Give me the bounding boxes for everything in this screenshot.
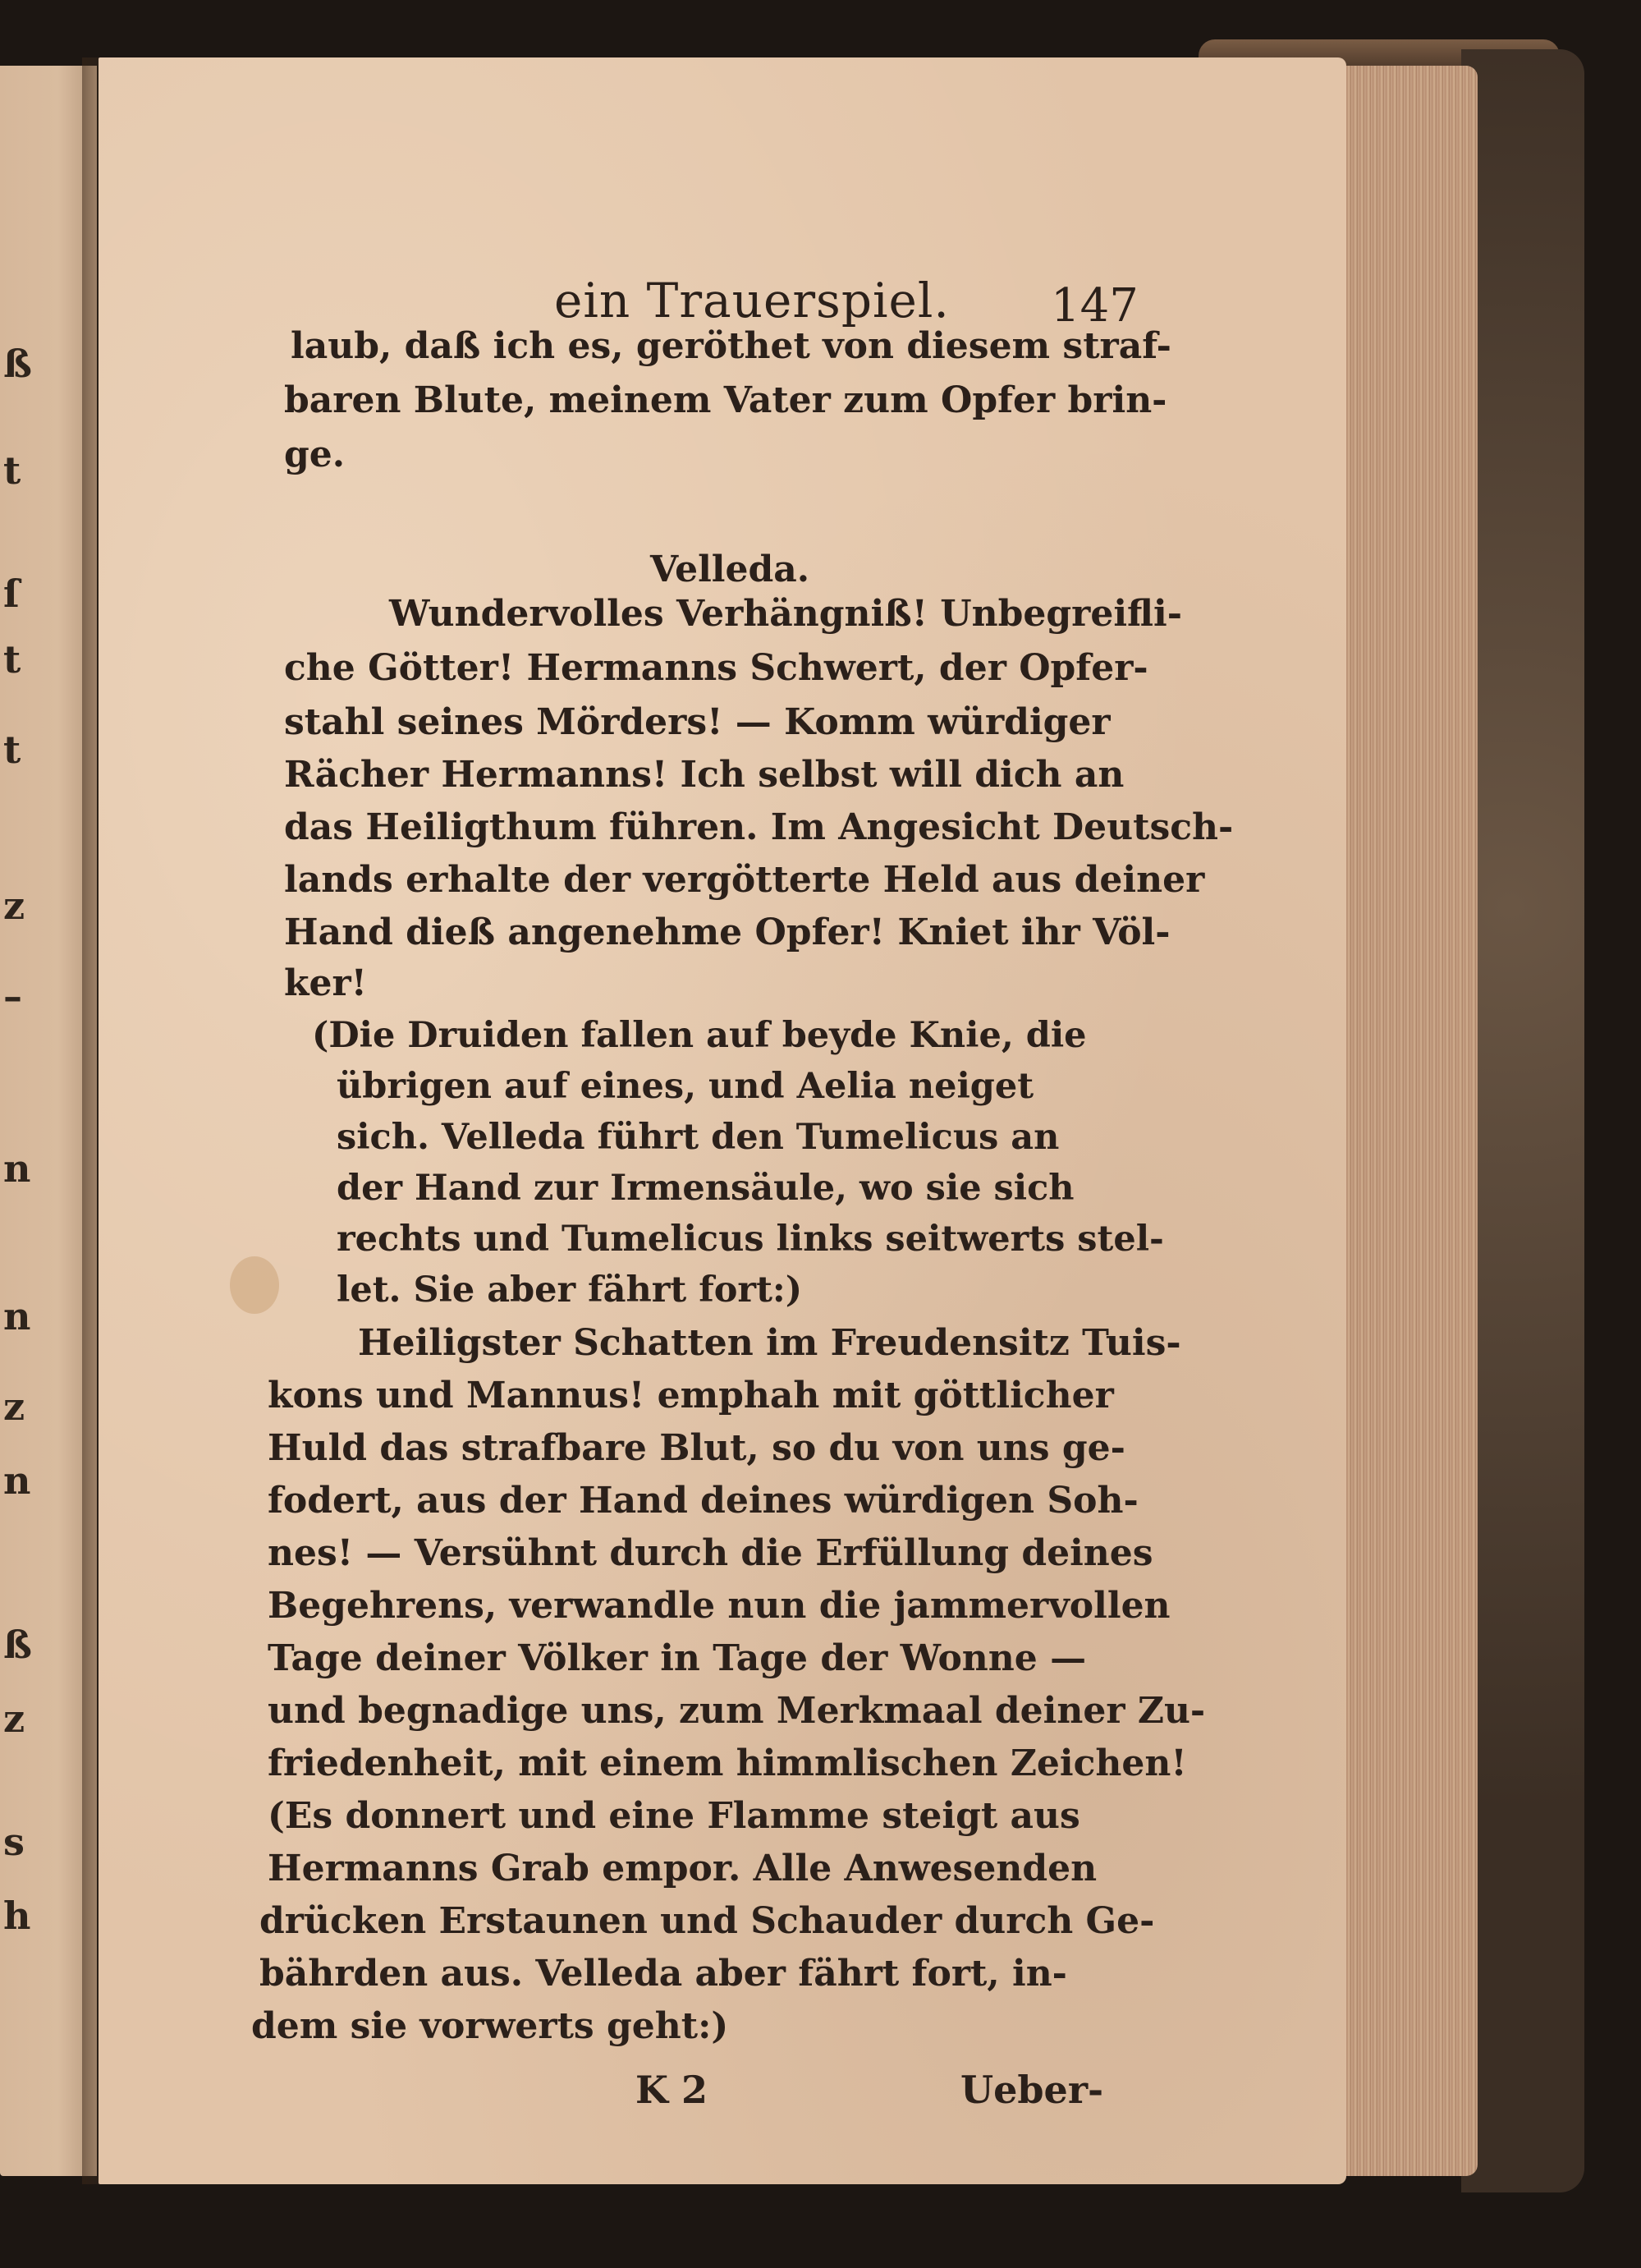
text-line: Heiligster Schatten im Freudensitz Tuis- bbox=[358, 1322, 1181, 1364]
left-page-fragment: t bbox=[3, 728, 21, 772]
left-page-fragment: n bbox=[3, 1146, 31, 1191]
text-line: sich. Velleda führt den Tumelicus an bbox=[337, 1117, 1060, 1158]
text-line: stahl seines Mörders! — Komm würdiger bbox=[284, 701, 1111, 743]
signature-mark: K 2 bbox=[635, 2068, 708, 2112]
text-line: und begnadige uns, zum Merkmaal deiner Zu- bbox=[268, 1690, 1206, 1732]
left-page-fragment: ß bbox=[3, 1623, 32, 1667]
book-cover bbox=[1461, 49, 1584, 2192]
text-line: Hand dieß angenehme Opfer! Kniet ihr Völ- bbox=[284, 911, 1171, 953]
right-page bbox=[99, 57, 1346, 2184]
text-line: Begehrens, verwandle nun die jammervollen bbox=[268, 1585, 1171, 1627]
left-page-fragment: n bbox=[3, 1294, 31, 1338]
paper-stain bbox=[230, 1256, 279, 1314]
text-line: baren Blute, meinem Vater zum Opfer brin- bbox=[284, 379, 1167, 421]
text-line: dem sie vorwerts geht:) bbox=[251, 2005, 729, 2047]
text-line: der Hand zur Irmensäule, wo sie sich bbox=[337, 1168, 1075, 1209]
text-line: kons und Mannus! emphah mit göttlicher bbox=[268, 1375, 1114, 1416]
running-title: ein Trauerspiel. bbox=[554, 273, 950, 328]
catchword: Ueber- bbox=[960, 2068, 1104, 2112]
text-line: lands erhalte der vergötterte Held aus deiner bbox=[284, 859, 1205, 901]
text-line: Hermanns Grab empor. Alle Anwesenden bbox=[268, 1848, 1098, 1889]
text-line: ge. bbox=[284, 434, 346, 475]
left-page-fragment: t bbox=[3, 637, 21, 682]
text-line: fodert, aus der Hand deines würdigen Soh- bbox=[268, 1480, 1139, 1522]
left-page-fragment: ſ bbox=[3, 572, 20, 616]
text-line: Wundervolles Verhängniß! Unbegreifli- bbox=[389, 593, 1183, 635]
left-page-fragment: z bbox=[3, 1384, 25, 1429]
text-line: rechts und Tumelicus links seitwerts stel- bbox=[337, 1219, 1164, 1260]
page-edges bbox=[1338, 66, 1478, 2176]
text-line: übrigen auf eines, und Aelia neiget bbox=[337, 1066, 1034, 1107]
left-page-fragment: ß bbox=[3, 342, 32, 386]
left-page-fragment: s bbox=[3, 1820, 25, 1864]
text-line: Huld das strafbare Blut, so du von uns ge- bbox=[268, 1427, 1125, 1469]
text-line: bährden aus. Velleda aber fährt fort, in- bbox=[259, 1953, 1067, 1995]
text-line: drücken Erstaunen und Schauder durch Ge- bbox=[259, 1900, 1155, 1942]
text-line: das Heiligthum führen. Im Angesicht Deutsch- bbox=[284, 806, 1234, 848]
left-page-fragment: t bbox=[3, 448, 21, 493]
text-line: ker! bbox=[284, 962, 367, 1004]
left-page-fragment: n bbox=[3, 1458, 31, 1503]
text-line: Tage deiner Völker in Tage der Wonne — bbox=[268, 1637, 1087, 1679]
left-page-fragment: z bbox=[3, 1696, 25, 1741]
speaker-name: Velleda. bbox=[650, 549, 810, 590]
text-line: (Es donnert und eine Flamme steigt aus bbox=[268, 1795, 1080, 1837]
left-page-fragment: h bbox=[3, 1894, 31, 1938]
text-line: Rächer Hermanns! Ich selbst will dich an bbox=[284, 754, 1125, 796]
left-page-fragment: z bbox=[3, 884, 25, 928]
page-number: 147 bbox=[1051, 279, 1139, 333]
text-line: (Die Druiden fallen auf beyde Knie, die bbox=[312, 1015, 1087, 1056]
text-line: nes! — Versühnt durch die Erfüllung deines bbox=[268, 1532, 1153, 1574]
text-line: che Götter! Hermanns Schwert, der Opfer- bbox=[284, 647, 1148, 689]
text-line: laub, daß ich es, geröthet von diesem straf- bbox=[291, 325, 1171, 367]
text-line: friedenheit, mit einem himmlischen Zeichen! bbox=[268, 1742, 1187, 1784]
left-page-fragment: – bbox=[3, 974, 22, 1018]
text-line: let. Sie aber fährt fort:) bbox=[337, 1269, 803, 1311]
